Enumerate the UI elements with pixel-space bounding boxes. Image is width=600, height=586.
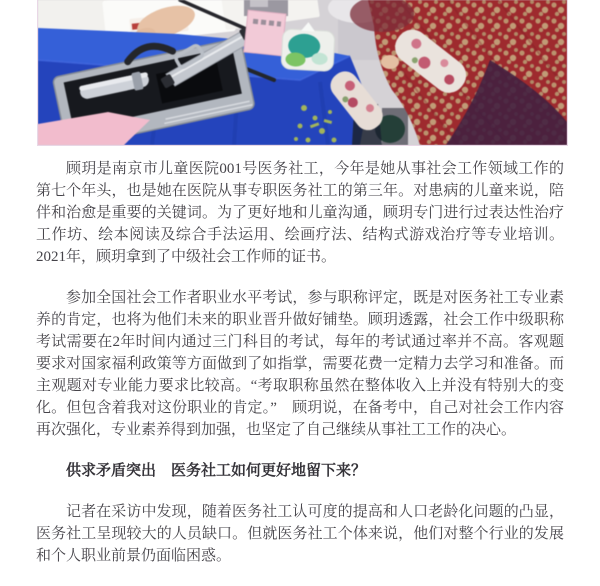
paragraph-1: 顾玥是南京市儿童医院001号医务社工，今年是她从事社会工作领域工作的第七个年头，也是她在医院从事专职医务社工的第三年。对患病的儿童来说，陪伴和治愈是重要的关键词。为了更好地和儿童沟通，顾玥专门进行过表达性治疗工作坊、绘本阅读及综合手法运用、绘画疗法、结构式游戏治疗等专业培训。2021年，顾玥拿到了中级社会工作师的证书。 <box>36 161 564 265</box>
section-heading: 供求矛盾突出 医务社工如何更好地留下来？ <box>66 463 367 479</box>
hand <box>381 55 399 69</box>
article-photo <box>37 0 568 146</box>
pink-sign-card <box>244 10 286 56</box>
paragraph-2: 参加全国社会工作者职业水平考试，参与职称评定，既是对医务社工专业素养的肯定，也将为他们未来的职业晋升做好铺垫。顾玥透露，社会工作中级职称考试需要在2年时间内通过三门科目的考试，每年的考试通过率并不高。客观题要求对国家福利政策等方面做到了如指掌，需要花费一定精力去学习和准备。而主观题对专业能力要求比较高。“考取职称虽然在整体收入上并没有特别大的变化。但包含着我对这份职业的肯定。” 顾玥说，在备考中，自己对社会工作内容再次强化，专业素养得到加强，也坚定了自己继续从事社工工作的决心。 <box>36 290 564 438</box>
photo-illustration <box>38 0 567 145</box>
paragraph-3: 记者在采访中发现，随着医务社工认可度的提高和人口老龄化问题的凸显，医务社工呈现较大的人员缺口。但就医务社工个体来说，他们对整个行业的发展和个人职业前景仍面临困惑。 <box>36 504 564 564</box>
article-body <box>36 146 564 586</box>
